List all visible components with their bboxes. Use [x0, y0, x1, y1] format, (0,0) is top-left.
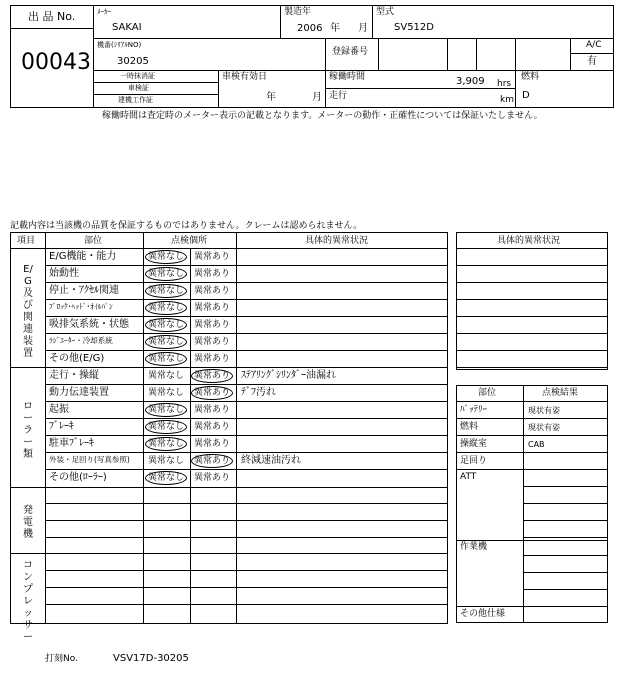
- row-divider: [45, 384, 448, 385]
- row-option-abnormal[interactable]: 異常あり: [194, 422, 231, 432]
- row-detail: ﾃﾞﾌ汚れ: [241, 387, 276, 398]
- row-divider: [45, 570, 448, 571]
- header-part: 部位: [84, 236, 103, 246]
- row-divider: [456, 606, 608, 607]
- row-option-normal[interactable]: 異常なし: [148, 320, 185, 330]
- row-divider: [523, 537, 608, 538]
- row-part: ﾗｼﾞｴｰﾀｰ・冷却系統: [49, 336, 113, 345]
- row-part: 吸排気系統・状態: [49, 319, 129, 330]
- result-row-part: 作業機: [460, 542, 488, 552]
- row-divider: [45, 299, 448, 300]
- row-option-normal[interactable]: 異常なし: [148, 371, 185, 381]
- row-part: 動力伝達装置: [49, 387, 109, 398]
- row-divider: [523, 572, 608, 573]
- result-row-value: 現状有姿: [528, 406, 560, 415]
- row-divider: [523, 486, 608, 487]
- result-row-part: ﾊﾞｯﾃﾘｰ: [460, 405, 488, 415]
- group-compressor-label: コンプレッサー: [23, 560, 33, 643]
- hours-label: 稼働時間: [329, 72, 366, 82]
- group-roller-label: ローラー類: [23, 401, 33, 460]
- row-part: E/G機能・能力: [49, 251, 117, 262]
- row-part: 外装・足回り(写真参照): [49, 455, 130, 464]
- row-option-normal[interactable]: 異常なし: [148, 269, 185, 279]
- result-row-part: 燃料: [460, 422, 479, 432]
- registration-label: 登録番号: [332, 47, 369, 57]
- row-divider: [45, 469, 448, 470]
- row-divider: [45, 265, 448, 266]
- row-option-normal[interactable]: 異常なし: [148, 337, 185, 347]
- km-label: 走行: [329, 91, 348, 101]
- inspection-cert-label: 車検証: [128, 84, 149, 92]
- row-option-abnormal[interactable]: 異常あり: [194, 303, 231, 313]
- hours-value: 3,909: [456, 76, 485, 87]
- row-part: 走行・操縦: [49, 370, 99, 381]
- year-label: 製造年: [284, 7, 312, 17]
- row-part: その他(E/G): [49, 353, 105, 364]
- selection-circle: [145, 403, 187, 417]
- model-value: SV512D: [394, 22, 434, 33]
- fuel-label: 燃料: [521, 72, 540, 82]
- row-option-abnormal[interactable]: 異常あり: [194, 456, 231, 466]
- row-option-normal[interactable]: 異常なし: [148, 405, 185, 415]
- fuel-value: D: [522, 90, 530, 101]
- ac-value: 有: [587, 56, 597, 67]
- result-row-part: 足回り: [460, 456, 488, 466]
- row-detail: 終減速油汚れ: [241, 455, 301, 466]
- maker-value: SAKAI: [112, 22, 142, 33]
- serial-value: 30205: [117, 56, 149, 67]
- row-option-normal[interactable]: 異常なし: [148, 286, 185, 296]
- selection-circle: [145, 437, 187, 451]
- row-part: ﾌﾞﾚｰｷ: [49, 421, 74, 432]
- selection-circle: [191, 369, 233, 383]
- header-check: 点検個所: [171, 236, 208, 246]
- selection-circle: [145, 301, 187, 315]
- row-divider: [45, 316, 448, 317]
- row-divider: [45, 333, 448, 334]
- quality-note: 記載内容は当該機の品質を保証するものではありません。クレームは認められません。: [10, 221, 363, 231]
- row-option-abnormal[interactable]: 異常あり: [194, 252, 231, 262]
- selection-circle: [145, 335, 187, 349]
- right-detail-header: 具体的異常状況: [497, 236, 561, 246]
- row-divider: [45, 604, 448, 605]
- model-label: 型式: [376, 7, 395, 17]
- row-divider: [45, 520, 448, 521]
- km-unit: km: [500, 95, 514, 105]
- row-option-abnormal[interactable]: 異常あり: [194, 286, 231, 296]
- stamp-label: 打刻No.: [45, 654, 78, 664]
- row-divider: [456, 401, 608, 402]
- row-divider: [45, 418, 448, 419]
- year-value: 2006: [297, 23, 323, 34]
- result-row-part: その他仕様: [460, 609, 506, 619]
- row-divider: [523, 520, 608, 521]
- temp-permit-label: 一時抹消証: [120, 72, 155, 80]
- row-divider: [456, 540, 608, 541]
- row-option-abnormal[interactable]: 異常あり: [194, 354, 231, 364]
- inspection-month-unit: 月: [312, 92, 322, 103]
- inspection-expiry-label: 車検有効日: [222, 72, 268, 82]
- row-option-abnormal[interactable]: 異常あり: [194, 269, 231, 279]
- row-part: 始動性: [49, 268, 79, 279]
- col-divider: [523, 469, 524, 623]
- inspection-year-unit: 年: [266, 92, 276, 103]
- row-divider: [456, 435, 608, 436]
- grader-cert-label: 建機工作証: [118, 96, 153, 104]
- selection-circle: [191, 454, 233, 468]
- maker-label: ﾒｰｶｰ: [97, 8, 111, 16]
- row-option-normal[interactable]: 異常なし: [148, 456, 185, 466]
- row-divider: [456, 265, 608, 266]
- row-option-abnormal[interactable]: 異常あり: [194, 473, 231, 483]
- row-option-normal[interactable]: 異常なし: [148, 439, 185, 449]
- header-item: 項目: [17, 236, 36, 246]
- right-header-part: 部位: [478, 388, 497, 398]
- row-divider: [45, 401, 448, 402]
- row-divider: [45, 282, 448, 283]
- group-generator-label: 発電機: [23, 505, 33, 540]
- row-divider: [45, 350, 448, 351]
- row-divider: [456, 316, 608, 317]
- selection-circle: [145, 267, 187, 281]
- row-option-normal[interactable]: 異常なし: [148, 422, 185, 432]
- row-option-normal[interactable]: 異常なし: [148, 303, 185, 313]
- row-divider: [523, 555, 608, 556]
- row-option-abnormal[interactable]: 異常あり: [194, 337, 231, 347]
- row-divider: [456, 333, 608, 334]
- lot-label: 出 品 No.: [28, 10, 76, 23]
- hours-note: 稼働時間は査定時のメーター表示の記載となります。メーターの動作・正確性については保証いたしません。: [102, 111, 543, 121]
- row-option-abnormal[interactable]: 異常あり: [194, 439, 231, 449]
- lot-number: 00043: [21, 50, 91, 75]
- selection-circle: [145, 471, 187, 485]
- row-divider: [456, 350, 608, 351]
- right-header-result: 点検結果: [542, 388, 579, 398]
- result-row-part: ATT: [460, 472, 477, 482]
- row-option-abnormal[interactable]: 異常あり: [194, 405, 231, 415]
- selection-circle: [145, 250, 187, 264]
- month-unit: 月: [358, 23, 368, 34]
- selection-circle: [145, 352, 187, 366]
- row-divider: [523, 589, 608, 590]
- row-option-normal[interactable]: 異常なし: [148, 354, 185, 364]
- ac-label: A/C: [586, 40, 602, 50]
- row-divider: [456, 282, 608, 283]
- row-option-abnormal[interactable]: 異常あり: [194, 388, 231, 398]
- row-option-normal[interactable]: 異常なし: [148, 473, 185, 483]
- row-option-normal[interactable]: 異常なし: [148, 388, 185, 398]
- row-divider: [456, 418, 608, 419]
- row-divider: [523, 503, 608, 504]
- row-divider: [456, 299, 608, 300]
- row-divider: [456, 367, 608, 368]
- row-detail: ｽﾃｱﾘﾝｸﾞｼﾘﾝﾀﾞｰ油漏れ: [241, 370, 336, 381]
- row-divider: [45, 503, 448, 504]
- row-part: その他(ﾛｰﾗｰ): [49, 472, 107, 483]
- row-divider: [456, 469, 608, 470]
- row-part: 起振: [49, 404, 69, 415]
- row-divider: [45, 587, 448, 588]
- row-option-abnormal[interactable]: 異常あり: [194, 371, 231, 381]
- selection-circle: [191, 386, 233, 400]
- row-divider: [45, 452, 448, 453]
- row-divider: [45, 435, 448, 436]
- row-part: 駐車ﾌﾞﾚｰｷ: [49, 438, 94, 449]
- row-part: ﾌﾞﾛｯｸ･ﾍｯﾄﾞ･ｵｲﾙﾊﾟﾝ: [49, 302, 113, 311]
- row-option-normal[interactable]: 異常なし: [148, 252, 185, 262]
- hours-unit: hrs: [497, 79, 512, 89]
- row-divider: [456, 452, 608, 453]
- result-row-part: 操縦室: [460, 439, 488, 449]
- selection-circle: [145, 284, 187, 298]
- result-row-value: CAB: [528, 440, 545, 449]
- selection-circle: [145, 318, 187, 332]
- selection-circle: [145, 420, 187, 434]
- header-detail: 具体的異常状況: [305, 236, 369, 246]
- stamp-value: VSV17D-30205: [113, 653, 189, 664]
- group-engine-label: E/G及び関連装置: [23, 264, 33, 359]
- result-row-value: 現状有姿: [528, 423, 560, 432]
- row-part: 停止・ｱｸｾﾙ関連: [49, 285, 119, 296]
- row-divider: [45, 537, 448, 538]
- row-option-abnormal[interactable]: 異常あり: [194, 320, 231, 330]
- year-unit: 年: [330, 23, 340, 34]
- serial-label: 機番(ｼﾘｱﾙNO): [97, 41, 142, 49]
